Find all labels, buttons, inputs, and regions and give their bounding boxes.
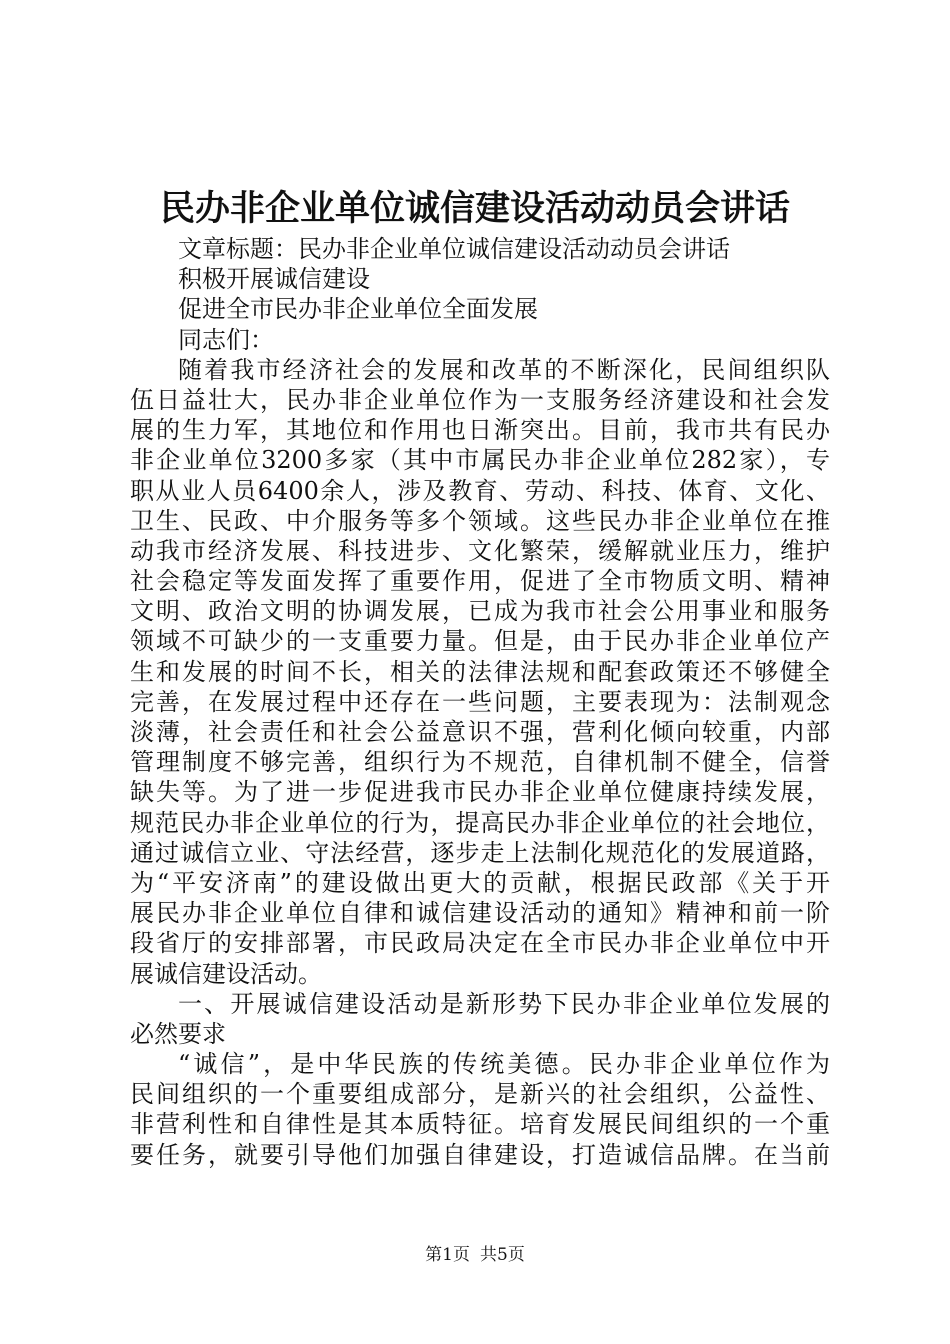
headline-line-1: 积极开展诚信建设	[178, 265, 370, 294]
paragraph-line: 动我市经济发展、科技进步、文化繁荣，缓解就业压力，维护	[130, 536, 830, 565]
paragraph-line: 民间组织的一个重要组成部分，是新兴的社会组织，公益性、	[130, 1080, 830, 1109]
paragraph-line: “诚信”，是中华民族的传统美德。民办非企业单位作为	[178, 1050, 830, 1079]
paragraph-line: 规范民办非企业单位的行为，提高民办非企业单位的社会地位，	[130, 808, 830, 837]
paragraph-line: 非企业单位3200多家（其中市属民办非企业单位282家），专	[130, 446, 830, 475]
paragraph-line: 淡薄，社会责任和社会公益意识不强，营利化倾向较重，内部	[130, 718, 830, 746]
paragraph-line: 管理制度不够完善，组织行为不规范，自律机制不健全，信誉	[130, 748, 830, 777]
paragraph-line: 段省厅的安排部署，市民政局决定在全市民办非企业单位中开	[130, 929, 830, 958]
paragraph-line: 展民办非企业单位自律和诚信建设活动的通知》精神和前一阶	[130, 899, 830, 928]
headline-line-2: 促进全市民办非企业单位全面发展	[178, 295, 538, 324]
page-total: 共5页	[480, 1245, 525, 1265]
page-footer	[0, 1244, 950, 1266]
paragraph-line: 展诚信建设活动。	[130, 959, 322, 988]
paragraph-line: 卫生、民政、中介服务等多个领域。这些民办非企业单位在推	[130, 506, 830, 535]
document-body	[130, 234, 830, 1170]
paragraph-line: 要任务，就要引导他们加强自律建设，打造诚信品牌。在当前	[130, 1140, 830, 1169]
paragraph-line: 为“平安济南”的建设做出更大的贡献，根据民政部《关于开	[130, 868, 830, 897]
article-title-line: 文章标题：民办非企业单位诚信建设活动动员会讲话	[178, 235, 730, 263]
paragraph-line: 领域不可缺少的一支重要力量。但是，由于民办非企业单位产	[130, 627, 830, 656]
paragraph-line: 缺失等。为了进一步促进我市民办非企业单位健康持续发展，	[130, 778, 830, 807]
salutation: 同志们：	[178, 325, 274, 354]
paragraph-line: 非营利性和自律性是其本质特征。培育发展民间组织的一个重	[130, 1110, 830, 1139]
paragraph-line: 完善，在发展过程中还存在一些问题，主要表现为：法制观念	[130, 687, 830, 716]
page-number: 第1页	[425, 1245, 470, 1265]
section-heading-line: 必然要求	[130, 1019, 226, 1048]
document-title: 民办非企业单位诚信建设活动动员会讲话	[159, 188, 790, 229]
paragraph-line: 展的生力军，其地位和作用也日渐突出。目前，我市共有民办	[130, 416, 830, 445]
paragraph-line: 随着我市经济社会的发展和改革的不断深化，民间组织队	[178, 355, 830, 384]
paragraph-line: 职从业人员6400余人，涉及教育、劳动、科技、体育、文化、	[130, 476, 830, 505]
paragraph-line: 文明、政治文明的协调发展，已成为我市社会公用事业和服务	[130, 597, 830, 626]
paragraph-line: 社会稳定等发面发挥了重要作用，促进了全市物质文明、精神	[130, 567, 830, 596]
paragraph-line: 伍日益壮大，民办非企业单位作为一支服务经济建设和社会发	[130, 385, 830, 414]
paragraph-line: 通过诚信立业、守法经营，逐步走上法制化规范化的发展道路，	[130, 838, 830, 867]
paragraph-line: 生和发展的时间不长，相关的法律法规和配套政策还不够健全	[130, 657, 830, 686]
section-heading-line: 一、开展诚信建设活动是新形势下民办非企业单位发展的	[178, 989, 830, 1018]
